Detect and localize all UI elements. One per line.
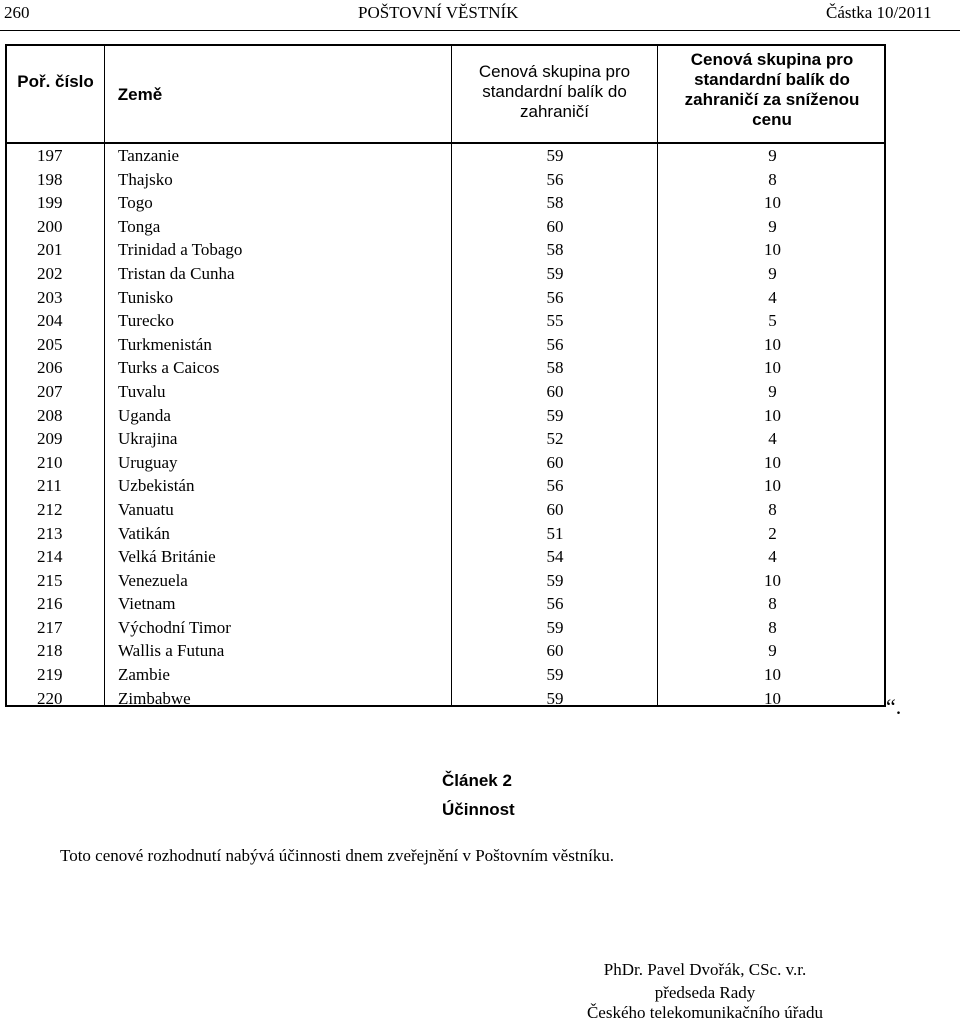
table-row (7, 144, 884, 168)
row-country: Venezuela (118, 570, 188, 590)
row-number: 219 (37, 665, 63, 685)
row-reduced-group: 8 (768, 594, 777, 614)
row-price-group: 59 (546, 617, 564, 637)
table-row (7, 286, 884, 310)
row-reduced-group: 10 (764, 358, 781, 378)
row-reduced-group: 10 (764, 476, 781, 496)
row-price-group: 56 (546, 169, 564, 189)
row-reduced-group: 10 (764, 240, 781, 260)
header-line: zahraničí za sníženou (684, 90, 860, 109)
row-country: Thajsko (118, 169, 173, 189)
row-reduced-group: 4 (768, 287, 777, 307)
row-price-group: 51 (546, 523, 564, 543)
table-row (7, 238, 884, 262)
table-row (7, 404, 884, 428)
row-country: Tanzanie (118, 146, 180, 165)
header-line: cenu (752, 110, 792, 129)
row-price-group: 60 (546, 452, 564, 472)
table-row (7, 380, 884, 404)
row-number: 212 (37, 499, 63, 519)
row-country: Turks a Caicos (118, 358, 220, 378)
row-number: 208 (37, 405, 63, 425)
row-country: Tristan da Cunha (118, 263, 235, 283)
row-price-group: 56 (546, 334, 564, 354)
closing-quote: “. (886, 694, 902, 719)
row-number: 203 (37, 287, 63, 307)
row-country: Velká Británie (118, 547, 216, 567)
page-header (0, 3, 960, 31)
signature-office: Českého telekomunikačního úřadu (586, 1003, 824, 1022)
row-reduced-group: 10 (764, 405, 781, 425)
row-reduced-group: 9 (768, 641, 777, 661)
header-line: zahraničí (520, 102, 589, 121)
table-row (7, 592, 884, 616)
row-reduced-group: 10 (764, 570, 781, 590)
row-price-group: 54 (546, 547, 564, 567)
table-row (7, 215, 884, 239)
row-reduced-group: 4 (768, 547, 777, 567)
table-body (7, 144, 884, 710)
row-country: Uzbekistán (118, 476, 195, 496)
row-country: Uganda (118, 405, 171, 425)
row-country: Tonga (118, 216, 161, 236)
col-header-num: Poř. číslo (17, 72, 94, 91)
row-reduced-group: 10 (764, 452, 781, 472)
row-price-group: 59 (546, 263, 564, 283)
col-header-price (452, 62, 657, 122)
row-number: 197 (37, 146, 63, 165)
row-price-group: 56 (546, 287, 564, 307)
table-row (7, 356, 884, 380)
row-price-group: 60 (546, 499, 564, 519)
table-row (7, 616, 884, 640)
row-price-group: 59 (546, 688, 564, 708)
row-reduced-group: 9 (768, 263, 777, 283)
row-reduced-group: 2 (768, 523, 777, 543)
row-number: 215 (37, 570, 63, 590)
row-number: 216 (37, 594, 63, 614)
article-subheading: Účinnost (442, 800, 515, 819)
row-number: 213 (37, 523, 63, 543)
row-country: Zambie (118, 665, 170, 685)
row-price-group: 56 (546, 476, 564, 496)
row-reduced-group: 4 (768, 429, 777, 449)
row-number: 210 (37, 452, 63, 472)
header-rule (0, 30, 960, 31)
row-reduced-group: 9 (768, 216, 777, 236)
row-reduced-group: 10 (764, 665, 781, 685)
row-reduced-group: 10 (764, 688, 781, 708)
row-country: Vatikán (118, 523, 170, 543)
row-number: 214 (37, 547, 63, 567)
row-number: 199 (37, 193, 63, 213)
table-row (7, 522, 884, 546)
table-row (7, 639, 884, 663)
row-number: 207 (37, 381, 63, 401)
row-price-group: 60 (546, 381, 564, 401)
col-header-country: Země (117, 85, 163, 104)
row-reduced-group: 8 (768, 617, 777, 637)
row-country: Trinidad a Tobago (118, 240, 243, 260)
row-number: 205 (37, 334, 63, 354)
row-country: Vanuatu (118, 499, 174, 519)
row-number: 220 (37, 688, 63, 708)
table-row (7, 168, 884, 192)
row-country: Uruguay (118, 452, 178, 472)
row-reduced-group: 10 (764, 193, 781, 213)
table-row (7, 309, 884, 333)
row-price-group: 58 (546, 240, 564, 260)
row-price-group: 59 (546, 665, 564, 685)
table-row (7, 451, 884, 475)
row-country: Turkmenistán (118, 334, 212, 354)
row-reduced-group: 10 (764, 334, 781, 354)
table-row (7, 663, 884, 687)
row-reduced-group: 5 (768, 311, 777, 331)
table-row (7, 191, 884, 215)
signature-role: předseda Rady (654, 983, 756, 1002)
table-row (7, 333, 884, 357)
row-price-group: 58 (546, 358, 564, 378)
row-country: Zimbabwe (118, 688, 191, 708)
header-line: Cenová skupina pro (690, 50, 854, 69)
col-header-reduced (658, 50, 886, 130)
row-number: 198 (37, 169, 63, 189)
table-row (7, 687, 884, 711)
article-heading: Článek 2 (442, 771, 512, 790)
row-country: Turecko (118, 311, 175, 331)
row-number: 204 (37, 311, 63, 331)
table-row (7, 498, 884, 522)
row-price-group: 59 (546, 146, 564, 165)
row-country: Východní Timor (118, 617, 231, 637)
issue-label: Částka 10/2011 (826, 3, 932, 22)
header-line: Cenová skupina pro (478, 62, 631, 81)
row-reduced-group: 8 (768, 169, 777, 189)
row-price-group: 55 (546, 311, 564, 331)
row-country: Togo (118, 193, 153, 213)
row-reduced-group: 9 (768, 381, 777, 401)
journal-title: POŠTOVNÍ VĚSTNÍK (358, 3, 519, 22)
table-row (7, 474, 884, 498)
row-price-group: 56 (546, 594, 564, 614)
header-line: standardní balík do (694, 70, 850, 89)
table-row (7, 569, 884, 593)
row-number: 206 (37, 358, 63, 378)
row-country: Ukrajina (118, 429, 178, 449)
row-reduced-group: 8 (768, 499, 777, 519)
table-row (7, 262, 884, 286)
row-country: Wallis a Futuna (118, 641, 225, 661)
header-line: standardní balík do (482, 82, 627, 101)
row-number: 211 (37, 476, 62, 496)
row-number: 209 (37, 429, 63, 449)
table-row (7, 427, 884, 451)
row-country: Tuvalu (118, 381, 166, 401)
signature-name: PhDr. Pavel Dvořák, CSc. v.r. (603, 960, 807, 979)
row-reduced-group: 9 (768, 146, 777, 165)
row-price-group: 58 (546, 193, 564, 213)
row-number: 202 (37, 263, 63, 283)
row-number: 201 (37, 240, 63, 260)
row-country: Vietnam (118, 594, 176, 614)
row-price-group: 60 (546, 216, 564, 236)
row-number: 218 (37, 641, 63, 661)
price-table (5, 44, 886, 707)
row-number: 217 (37, 617, 63, 637)
row-price-group: 52 (546, 429, 564, 449)
row-price-group: 59 (546, 405, 564, 425)
row-price-group: 59 (546, 570, 564, 590)
row-number: 200 (37, 216, 63, 236)
page-number: 260 (4, 3, 30, 22)
article-text: Toto cenové rozhodnutí nabývá účinnosti dnem zveřejnění v Poštovním věstníku. (60, 846, 615, 865)
row-price-group: 60 (546, 641, 564, 661)
row-country: Tunisko (118, 287, 174, 307)
table-row (7, 545, 884, 569)
